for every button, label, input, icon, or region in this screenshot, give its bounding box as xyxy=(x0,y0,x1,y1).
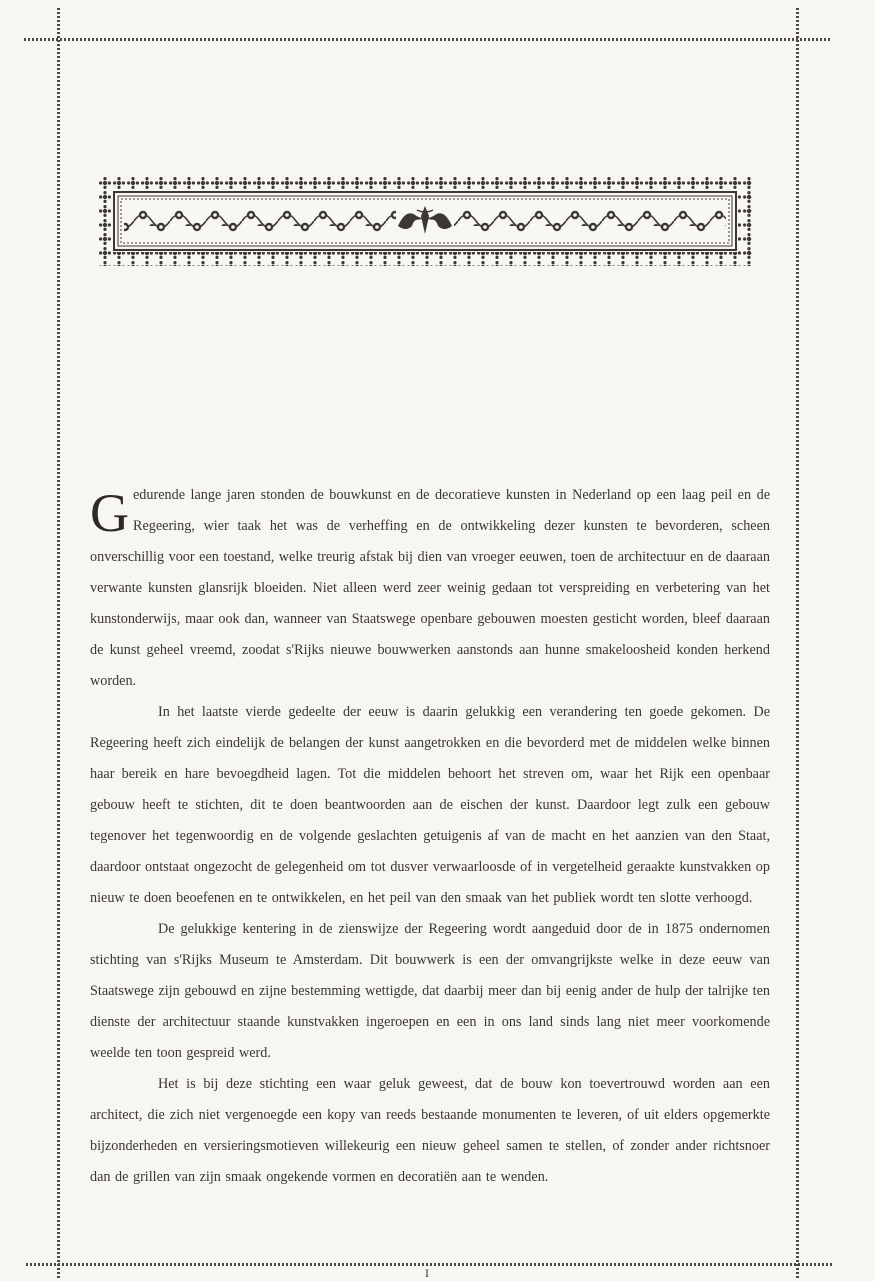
paragraph-4: Het is bij deze stichting een waar geluk geweest, dat de bouw kon toevertrouwd worden aan een architect, die zich niet vergenoegde een kopy van reeds bestaande monumenten te leveren, of uit elders opgemerkte bijzonderheden en versieringsmotieven willekeurig een nieuw geheel samen te stellen, of zonder ander richtsnoer dan de grillen van zijn smaak ongekende vormen en decoratiën aan te wenden. xyxy=(90,1076,770,1185)
article-body xyxy=(90,480,770,1193)
page-number: I xyxy=(425,1266,429,1280)
border-right xyxy=(796,8,799,1280)
paragraph-1 xyxy=(90,480,770,697)
drop-cap-letter: G xyxy=(90,483,129,543)
border-left xyxy=(57,8,60,1280)
paragraph-3: De gelukkige kentering in de zienswijze der Regeering wordt aangeduid door de in 1875 ondernomen stichting van s'Rijks Museum te Amsterdam. Dit bouwwerk is een der omvangrijkste welke in deze eeuw van Staatswege zijn gebouwd en zijne bestemming wettigde, dat daarbij meer dan bij eenig ander de hulp der talrijke ten dienste der architectuur staande kunstvakken ingeroepen en een in ons land sinds lang niet meer voorkomende weelde ten toon gespreid werd. xyxy=(90,921,770,1061)
paragraph-1-text: edurende lange jaren stonden de bouwkunst en de decoratieve kunsten in Nederland op een laag peil en de Regeering, wier taak het was de verheffing en de ontwikkeling dezer kunsten te bevorderen, scheen onverschillig voor een toestand, welke treurig afstak bij dien van vroeger eeuwen, toen de architectuur en de daaraan verwante kunsten glansrijk bloeiden. Niet alleen werd zeer weinig gedaan tot verspreiding en verbetering van het kunstonderwijs, maar ook dan, wanneer van Staatswege openbare gebouwen moesten gesticht worden, bleef daaraan de kunst geheel vreemd, zoodat s'Rijks nieuwe bouwwerken aanstonds aan hunne smakeloosheid konden herkend worden. xyxy=(90,487,770,689)
border-top xyxy=(24,38,832,41)
paragraph-2: In het laatste vierde gedeelte der eeuw is daarin gelukkig een verandering ten goede gekomen. De Regeering heeft zich eindelijk de belangen der kunst aangetrokken en die bevorderd met de middelen welke binnen haar bereik en hare bevoegdheid lagen. Tot die middelen behoort het streven om, waar het Rijk een openbaar gebouw heeft te stichten, dit te doen beantwoorden aan de eischen der kunst. Daardoor legt zulk een gebouw tegenover het tegenwoordig en de volgende geslachten getuigenis af van de macht en het aanzien van den Staat, daardoor ontstaat ongezocht de gelegenheid om tot dusver verwaarloosde of in vergetelheid geraakte kunstvakken op nieuw te doen beoefenen en te ontwikkelen, en het peil van den smaak van het publiek wordt ten slotte verhoogd. xyxy=(90,704,770,906)
border-bottom xyxy=(26,1263,832,1266)
ornamental-header-banner xyxy=(98,176,752,266)
